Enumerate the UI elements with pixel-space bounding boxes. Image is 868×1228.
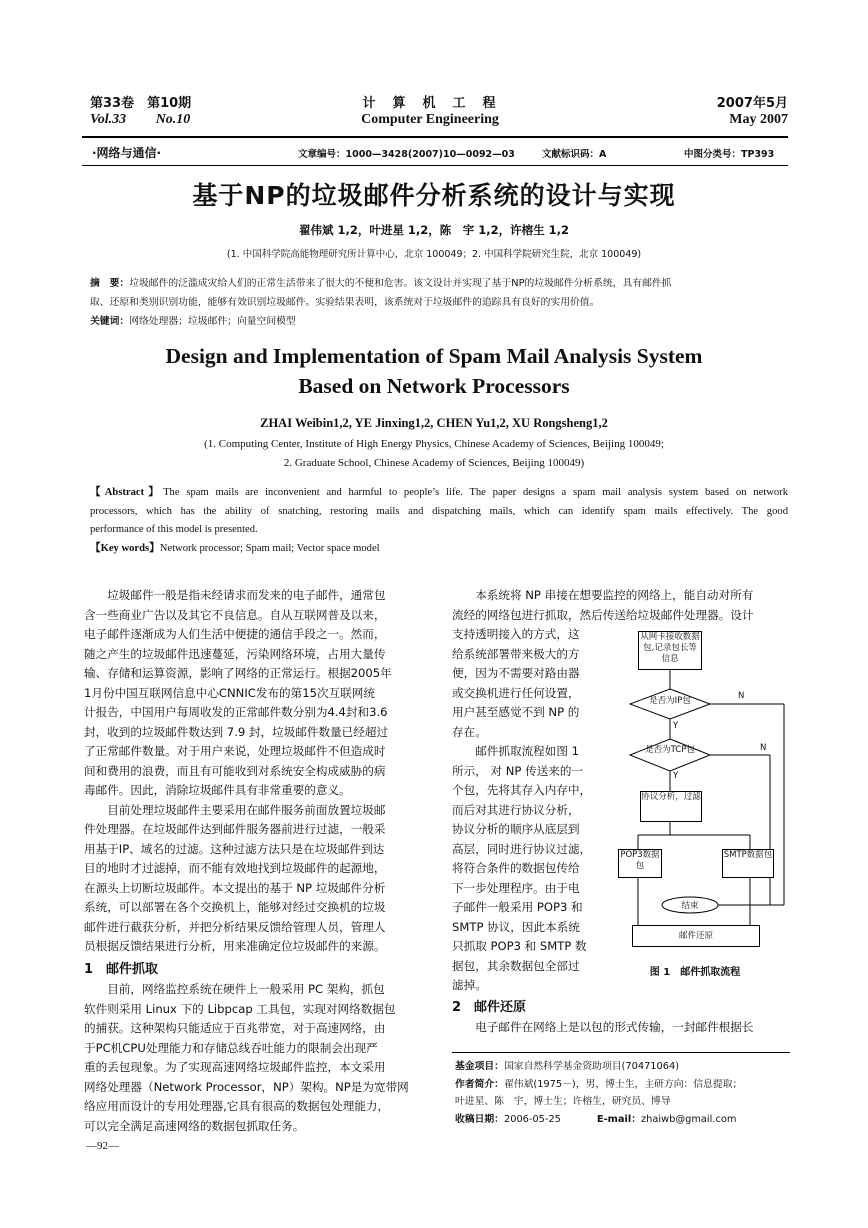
para-line: 只抓取 POP3 和 SMTP 数	[452, 939, 587, 953]
left-column	[84, 586, 422, 1136]
para-line: 存在。	[452, 724, 487, 739]
abstract-cn-label: 摘 要：	[90, 278, 130, 289]
para-line: 目前，网络监控系统在硬件上一般采用 PC 架构，抓包	[84, 982, 385, 996]
para-line: 输、存储和运算资源，影响了网络的正常运行。根据2005年	[84, 666, 392, 680]
tcp-no-label: N	[760, 743, 767, 753]
para-line: 协议分析的顺序从底层到	[452, 822, 580, 836]
abstract-cn-line1: 垃圾邮件的泛滥成灾给人们的正常生活带来了很大的不便和危害。该文设计并实现了基于NP的垃圾邮件分析系统，具有邮件抓	[129, 278, 672, 289]
smtp-packet-box: SMTP数据包	[722, 849, 774, 878]
para-line: 于PC机CPU处理能力和存储总线吞吐能力的限制会出现严	[84, 1040, 378, 1055]
pop3-packet-box: POP3数据包	[618, 849, 662, 878]
para-line: 便，因为不需要对路由器	[452, 666, 580, 680]
affiliation-en-2: 2. Graduate School, Chinese Academy of Sciences, Beijing 100049)	[283, 457, 585, 469]
para-line: 系统，可以部署在各个交换机上，能够对经过交换机的垃圾	[84, 900, 386, 914]
para-line: 员根据反馈结果进行分析，用来准确定位垃圾邮件的来源。	[84, 939, 386, 953]
para-line: 邮件抓取流程如图 1	[452, 744, 579, 758]
volume-en	[90, 112, 190, 128]
para-line: 件处理器。在垃圾邮件达到邮件服务器前进行过滤，一般采	[84, 822, 386, 836]
header-rule	[82, 136, 788, 138]
para-line: 所示， 对 NP 传送来的一	[452, 763, 584, 778]
tcp-yes-label: Y	[673, 771, 679, 781]
para-line: 电子邮件在网络上是以包的形式传输，一封邮件根据长	[452, 1019, 754, 1034]
authors-cn: 翟伟斌 1,2，叶进星 1,2，陈 宇 1,2，许榕生 1,2	[298, 223, 569, 237]
para-line: 或交换机进行任何设置，	[452, 685, 580, 700]
email-address: zhaiwb@gmail.com	[641, 1113, 737, 1125]
abstract-en-label: 【Abstract】	[90, 487, 164, 498]
footnote-rule	[452, 1052, 790, 1053]
mail-restore-box: 邮件还原	[632, 925, 760, 947]
author-bio-2: 叶进星、陈 宇，博士生；许榕生，研究员、博导	[455, 1096, 671, 1107]
title-cn: 基于NP的垃圾邮件分析系统的设计与实现	[192, 181, 676, 210]
abstract-en-line2: processors, which has the ability of snatching, restoring mails and dispatching mails, which can identify spam mails effectively. The good	[90, 505, 788, 517]
para-line: 随之产生的垃圾邮件迅速蔓延，污染网络环境，占用大量传	[84, 646, 386, 661]
para-line: 高层，同时进行协议过滤，	[452, 841, 592, 856]
para-line: 滤掉。	[452, 978, 487, 992]
issue-date-en: May 2007	[729, 112, 788, 127]
para-line: 可以完全满足高速网络的数据包抓取任务。	[84, 1118, 305, 1133]
para-line: 个包，先将其存入内存中，	[452, 783, 592, 797]
para-line: 电子邮件逐渐成为人们生活中便捷的通信手段之一。然而，	[84, 627, 386, 641]
para-line: 目前处理垃圾邮件主要采用在邮件服务前面放置垃圾邮	[84, 802, 386, 817]
keywords-cn-text: 网络处理器；垃圾邮件；向量空间模型	[129, 316, 296, 327]
meta-rule	[82, 165, 788, 166]
para-line: 了正常邮件数量。对于用户来说，处理垃圾邮件不但造成时	[84, 744, 386, 758]
page-number: —92—	[86, 1140, 119, 1152]
figure-caption: 图 1 邮件抓取流程	[649, 967, 741, 978]
volume-cn: 第33卷 第10期	[90, 96, 192, 111]
para-line: 络应用而设计的专用处理器,它具有很高的数据包处理能力，	[84, 1099, 390, 1113]
document-code: 文献标识码：A	[542, 149, 607, 160]
capture-packet-box: 从网卡接收数据包,记录包长等信息	[638, 631, 702, 670]
abstract-en-line1: The spam mails are inconvenient and harmful to people’s life. The paper designs a spam mail analysis system based on network	[163, 487, 789, 498]
section-heading-1: 1 邮件抓取	[84, 961, 159, 977]
para-line: 将符合条件的数据包传给	[452, 861, 580, 875]
author-bio-1: 翟伟斌(1975－)，男，博士生，主研方向：信息提取；	[503, 1078, 743, 1090]
volume-en-no: No.10	[155, 112, 191, 127]
received-label: 收稿日期：	[455, 1113, 504, 1125]
title-en-line1: Design and Implementation of Spam Mail Analysis System	[165, 344, 703, 368]
keywords-en-text: Network processor; Spam mail; Vector space model	[159, 542, 380, 554]
para-line: 本系统将 NP 串接在想要监控的网络上，能自动对所有	[452, 588, 754, 602]
email-label: E-mail：	[596, 1113, 642, 1125]
is-tcp-decision: 是否为TCP包	[645, 745, 695, 755]
para-line: 在源头上切断垃圾邮件。本文提出的基于 NP 垃圾邮件分析	[84, 880, 386, 895]
para-line: 计报告，中国用户每周收发的正常邮件数分别为4.4封和3.6	[84, 705, 388, 719]
para-line: 下一步处理程序。由于电	[452, 880, 580, 895]
authors-en: ZHAI Weibin1,2, YE Jinxing1,2, CHEN Yu1,2, XU Rongsheng1,2	[260, 416, 608, 430]
received-date: 2006-05-25	[503, 1113, 561, 1125]
journal-name-en: Computer Engineering	[361, 112, 499, 127]
keywords-en-label: 【Key words】	[90, 542, 160, 554]
right-column-top	[452, 586, 790, 625]
para-line: 网络处理器（Network Processor，NP）架构。NP是为宽带网	[84, 1079, 409, 1094]
right-column-bottom	[452, 998, 790, 1037]
para-line: SMTP 协议，因此本系统	[452, 919, 580, 934]
para-line: 的捕获。这种架构只能适应于百兆带宽，对于高速网络，由	[84, 1021, 386, 1035]
para-line: 毒邮件。因此，消除垃圾邮件具有非常重要的意义。	[84, 783, 351, 797]
para-line: 用户甚至感觉不到 NP 的	[452, 705, 580, 719]
end-node: 结束	[681, 901, 699, 911]
para-line: 而后对其进行协议分析，	[452, 802, 580, 817]
volume-en-vol: Vol.33	[90, 112, 127, 127]
para-line: 给系统部署带来极大的方	[452, 646, 580, 661]
para-line: 据包，其余数据包全部过	[452, 958, 580, 973]
para-line: 流经的网络包进行抓取，然后传送给垃圾邮件处理器。设计	[452, 607, 754, 622]
abstract-cn	[90, 274, 790, 331]
figure-flowchart	[610, 625, 790, 978]
affiliation-cn: (1. 中国科学院高能物理研究所计算中心，北京 100049；2. 中国科学院研究生院，北京 100049)	[226, 249, 642, 260]
classification-number: 中图分类号：TP393	[684, 149, 775, 160]
fund-text: 国家自然科学基金资助项目(70471064)	[503, 1061, 680, 1072]
para-line: 邮件进行截获分析，并把分析结果反馈给管理人员，管理人	[84, 919, 386, 934]
abstract-cn-line2: 取、还原和类别识别功能，能够有效识别垃圾邮件。实验结果表明，该系统对于垃圾邮件的追踪具有良好的实用价值。	[90, 297, 600, 308]
abstract-en-line3: performance of this model is presented.	[90, 524, 258, 535]
para-line: 垃圾邮件一般是指未经请求而发来的电子邮件，通常包	[84, 588, 386, 602]
is-ip-decision: 是否为IP包	[649, 696, 691, 706]
para-line: 子邮件一般采用 POP3 和	[452, 900, 583, 914]
para-line: 用基于IP、域名的过滤。这种过滤方法只是在垃圾邮件到达	[84, 841, 385, 856]
para-line: 软件则采用 Linux 下的 Libpcap 工具包，实现对网络数据包	[84, 1001, 396, 1016]
fund-label: 基金项目：	[455, 1061, 504, 1072]
section-heading-2: 2 邮件还原	[452, 1000, 527, 1015]
abstract-en	[90, 484, 788, 558]
journal-name-cn: 计 算 机 工 程	[362, 96, 498, 111]
affiliation-en-1: (1. Computing Center, Institute of High Energy Physics, Chinese Academy of Sciences, Beijing 100049;	[204, 438, 664, 450]
ip-no-label: N	[738, 691, 745, 701]
article-number: 文章编号：1000—3428(2007)10—0092—03	[298, 149, 515, 160]
right-column-narrow	[452, 625, 607, 996]
para-line: 1月份中国互联网信息中心CNNIC发布的第15次互联网统	[84, 685, 375, 700]
para-line: 封，收到的垃圾邮件数达到 7.9 封，垃圾邮件数量已经超过	[84, 724, 389, 739]
footnote	[455, 1058, 795, 1128]
para-line: 重的丢包现象。为了实现高速网络垃圾邮件监控，本文采用	[84, 1060, 386, 1074]
ip-yes-label: Y	[673, 721, 679, 731]
keywords-cn-label: 关键词：	[90, 316, 130, 327]
para-line: 间和费用的浪费，而且有可能收到对系统安全构成威胁的病	[84, 763, 386, 778]
para-line: 目的地时才过滤掉，而不能有效地找到垃圾邮件的起源地，	[84, 861, 386, 875]
author-label: 作者简介：	[455, 1078, 504, 1090]
protocol-analysis-box: 协议分析，过滤	[640, 791, 702, 822]
section-tag: ·网络与通信·	[92, 146, 162, 160]
title-en-line2: Based on Network Processors	[298, 374, 570, 398]
para-line: 含一些商业广告以及其它不良信息。自从互联网普及以来，	[84, 607, 386, 622]
para-line: 支持透明接入的方式，这	[452, 627, 580, 641]
issue-date-cn: 2007年5月	[716, 96, 788, 111]
